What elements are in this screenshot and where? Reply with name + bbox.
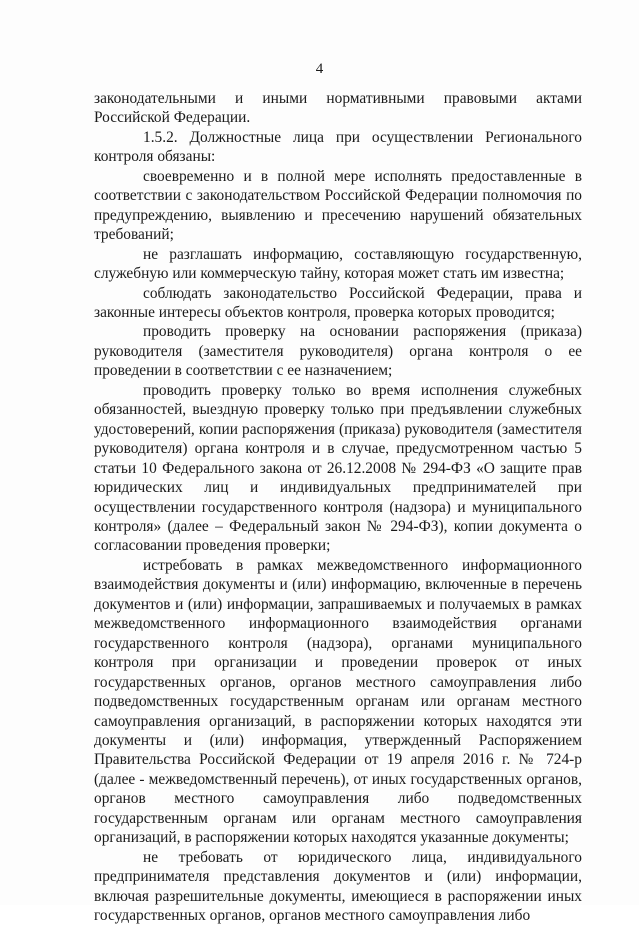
document-body xyxy=(94,89,582,925)
paragraph: не разглашать информацию, составляющую государственную, служебную или коммерческую тайну, которая может стать им известна; xyxy=(94,245,582,283)
paragraph: проводить проверку на основании распоряжения (приказа) руководителя (заместителя руководителя) органа контроля о ее проведении в соответствии с ее назначением; xyxy=(94,323,582,380)
paragraph: проводить проверку только во время исполнения служебных обязанностей, выездную проверку только при предъявлении служебных удостоверений, копии распоряжения (приказа) руководителя (заместителя руководителя) органа контроля и в случае, предусмотренном частью 5 статьи 10 Федерального закона от 26.12.2008 № 294-ФЗ «О защите прав юридических лиц и индивидуальных предпринимателей при осуществлении государственного контроля (надзора) и муниципального контроля» (далее – Федеральный закон № 294-ФЗ), копии документа о согласовании проведения проверки; xyxy=(94,381,582,555)
paragraph: своевременно и в полной мере исполнять предоставленные в соответствии с законодательством Российской Федерации полномочия по предупреждению, выявлению и пресечению нарушений обязательных требований; xyxy=(94,167,582,244)
page-number: 4 xyxy=(315,61,324,77)
paragraph: законодательными и иными нормативными правовыми актами Российской Федерации. xyxy=(94,90,582,127)
paragraph: 1.5.2. Должностные лица при осуществлении Регионального контроля обязаны: xyxy=(94,128,582,166)
paragraph: соблюдать законодательство Российской Федерации, права и законные интересы объектов контроля, проверка которых проводится; xyxy=(94,284,582,321)
paragraph: не требовать от юридического лица, индивидуального предпринимателя представления документов и (или) информации, включая разрешительные документы, имеющиеся в распоряжении иных государственных органов, органов местного самоуправления либо xyxy=(94,848,582,925)
paragraph: истребовать в рамках межведомственного информационного взаимодействия документы и (или) информацию, включенные в перечень документов и (или) информации, запрашиваемых и получаемых в рамках межведомственного информационного взаимодействия органами государственного контроля (надзора), органами муниципального контроля при организации и проведении проверок от иных государственных органов, органов местного самоуправления либо подведомственных государственным органам или органам местного самоуправления организаций, в распоряжении которых находятся эти документы и (или) информация, утвержденный Распоряжением Правительства Российской Федерации от 19 апреля 2016 г. № 724-р (далее - межведомственный перечень), от иных государственных органов, органов местного самоуправления либо подведомственных государственным органам или органам местного самоуправления организаций, в распоряжении которых находятся указанные документы; xyxy=(94,556,582,847)
